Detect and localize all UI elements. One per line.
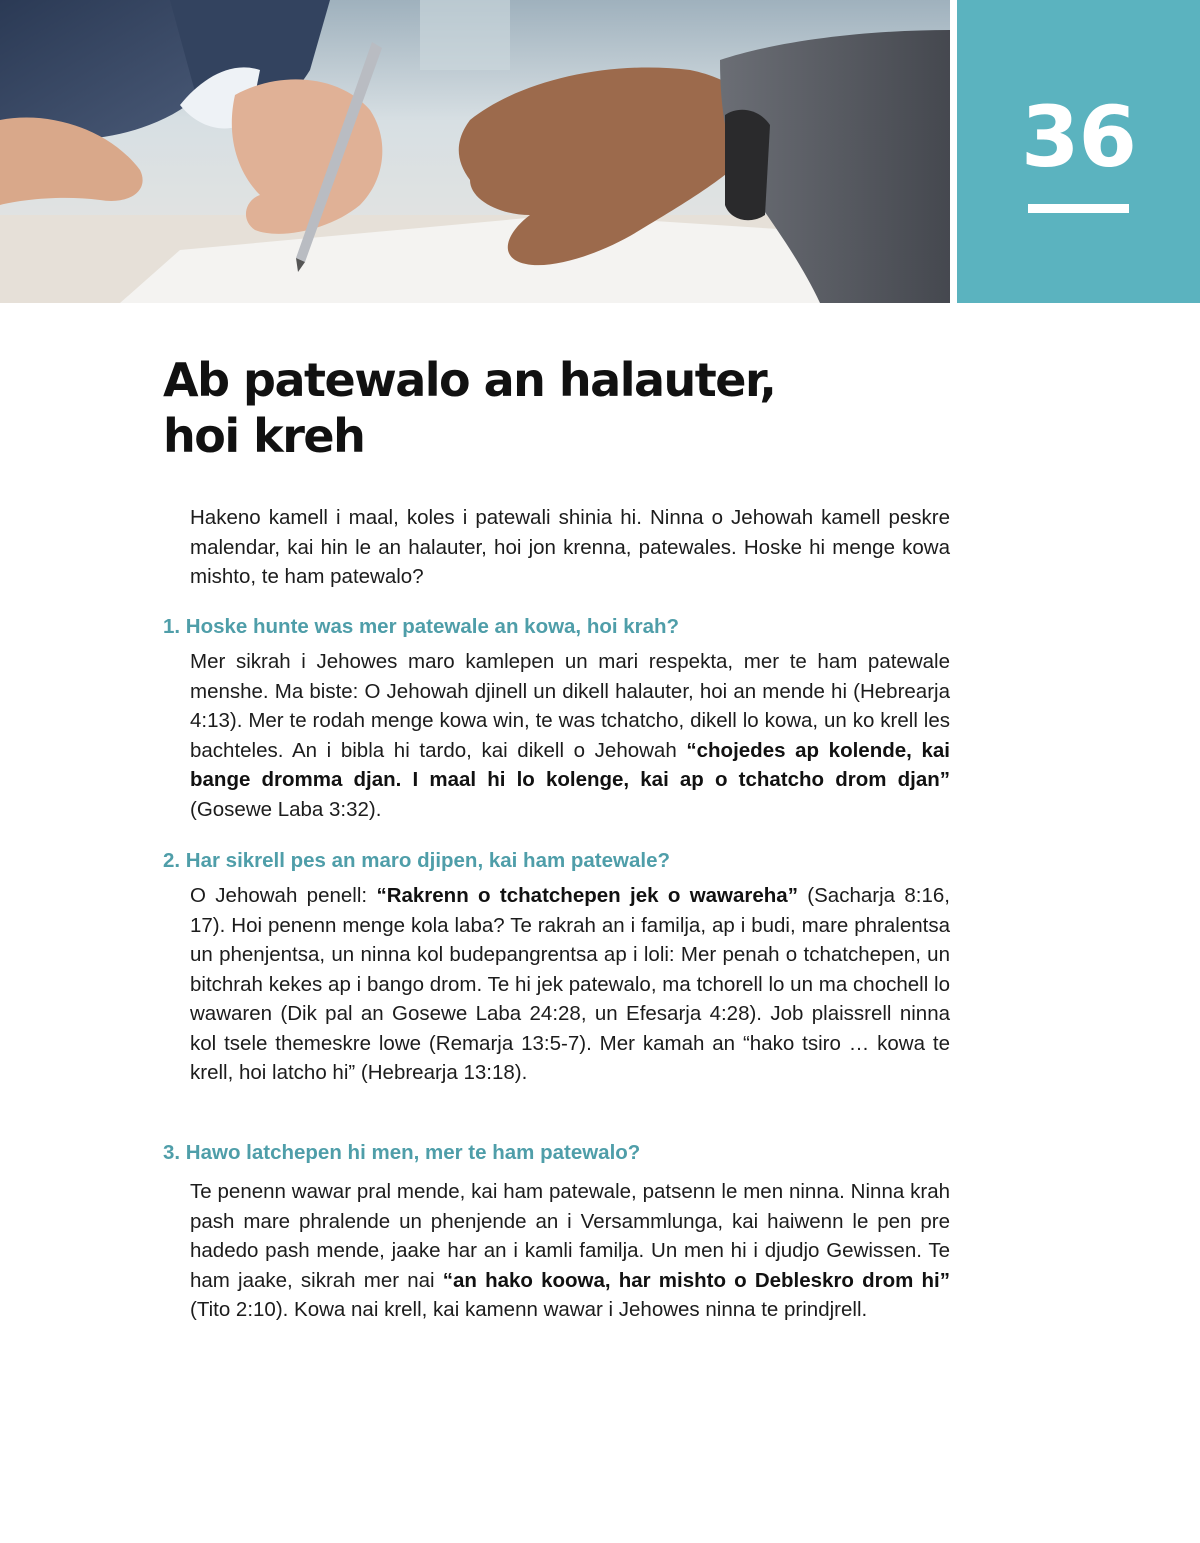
question-2-heading: 2. Har sikrell pes an maro djipen, kai ham patewale? xyxy=(163,849,671,872)
answer-3-scripture-quote: “an hako koowa, har mishto o Debleskro drom hi” xyxy=(442,1268,950,1292)
answer-1-text: Mer sikrah i Jehowes maro kamlepen un mari respekta, mer te ham patewale menshe. Ma biste: O Jehowah djinell un dikell halauter, hoi an mende hi (Hebrearja 4:13). Mer te rodah menge kowa win, te was tchatcho, dikell lo kowa, un ko krell les bachteles. An i bibla hi tardo, kai dikell o Jehowah xyxy=(190,650,950,762)
answer-2-intro-text: O Jehowah penell: xyxy=(190,884,377,907)
answer-1-reference: (Gosewe Laba 3:32). xyxy=(190,797,382,821)
question-1-heading: 1. Hoske hunte was mer patewale an kowa, hoi krah? xyxy=(163,615,680,638)
lesson-number-block xyxy=(957,0,1200,303)
page-title-line-2: hoi kreh xyxy=(163,409,365,463)
hero-photo xyxy=(0,0,950,303)
answer-2-paragraph xyxy=(190,881,950,1088)
answer-3-paragraph xyxy=(190,1177,950,1325)
answer-3-text: Te penenn wawar pral mende, kai ham patewale, patsenn le men ninna. Ninna krah pash mare phralende un phenjende an i Versammlunga, kai haiwenn le pen pre hadedo pash mende, jaake har an i kamli familja. Un men hi i djudjo Gewissen. Te ham jaake, sikrah mer nai xyxy=(190,1180,950,1292)
question-3-heading: 3. Hawo latchepen hi men, mer te ham patewalo? xyxy=(163,1141,641,1164)
answer-2-body-text: (Sacharja 8:16, 17). Hoi penenn menge kola laba? Te rakrah an i familja, ap i budi, mare phralentsa un phenjentsa, un ninna kol budepangrentsa ap i loli: Mer penah o tchatchepen, un bitchrah kekes ap i bango drom. Te hi jek patewalo, ma tchorell lo un ma chochell lo wawaren (Dik pal an Gosewe Laba 24:28, un Efesarja 4:28). Job plaissrell ninna kol tsele themeskre lowe (Remarja 13:5-7). Mer kamah an “hako tsiro … kowa te krell, hoi latcho hi” (Hebrearja 13:18). xyxy=(190,884,950,1084)
handshake-photo-illustration xyxy=(0,0,950,303)
lesson-number-underline xyxy=(1028,204,1129,213)
page-title xyxy=(163,352,923,464)
answer-1-paragraph xyxy=(190,647,950,824)
answer-3-reference: (Tito 2:10). Kowa nai krell, kai kamenn wawar i Jehowes ninna te prindjrell. xyxy=(190,1298,868,1321)
answer-1-scripture-quote: “chojedes ap kolende, kai bange dromma djan. I maal hi lo kolenge, kai ap o tchatcho drom djan” xyxy=(190,738,950,791)
lesson-number: 36 xyxy=(1021,88,1136,186)
page-title-line-1: Ab patewalo an halauter, xyxy=(163,353,776,407)
intro-paragraph: Hakeno kamell i maal, koles i patewali shinia hi. Ninna o Jehowah kamell peskre malendar, kai hin le an halauter, hoi jon krenna, patewales. Hoske hi menge kowa mishto, te ham patewalo? xyxy=(190,506,950,588)
answer-2-scripture-quote: “Rakrenn o tchatchepen jek o wawareha” xyxy=(376,884,798,907)
